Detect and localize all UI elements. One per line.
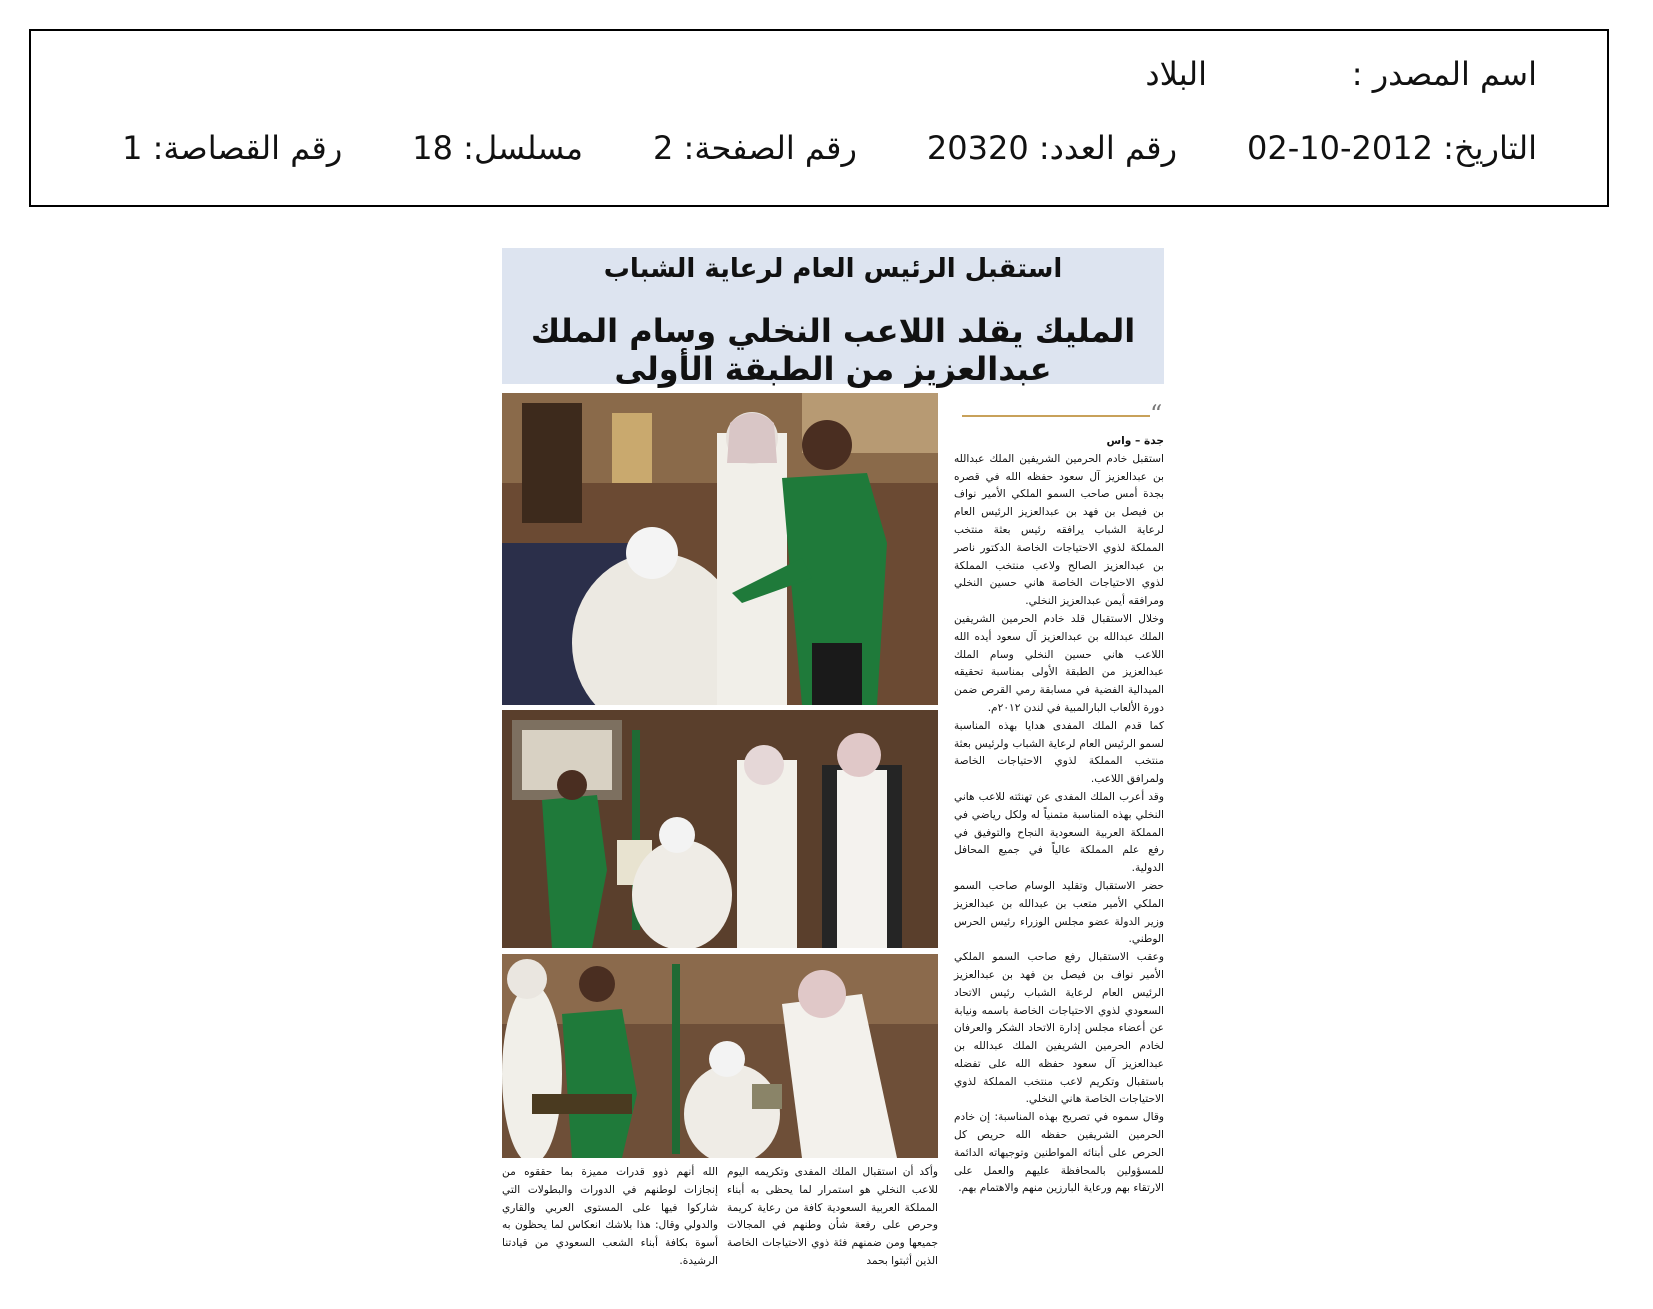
quote-rule <box>962 415 1150 417</box>
paragraph: استقبل خادم الحرمين الشريفين الملك عبدالله بن عبدالعزيز آل سعود حفظه الله في قصره بجدة أمس صاحب السمو الملكي الأمير نواف بن فيصل بن فهد بن عبدالعزيز الرئيس العام لرعاية الشباب يرافقه رئيس بعثة منتخب المملكة لذوي الاحتياجات الخاصة الدكتور ناصر بن عبدالعزيز الصالح ولاعب منتخب المملكة لذوي الاحتياجات الخاصة هاني حسين النخلي ومرافقه أيمن عبدالعزيز النخلي. <box>954 452 1164 608</box>
headline-band <box>502 248 1164 388</box>
photo-king-presenting-gift <box>502 710 938 948</box>
clip-number-field: رقم القصاصة: 1 <box>122 129 343 167</box>
newspaper-clipping <box>502 248 1164 1278</box>
paragraph: وأكد أن استقبال الملك المفدى وتكريمه اليوم للاعب النخلي هو استمرار لما يحظى به أبناء المملكة العربية السعودية كافة من رعاية كريمة وحرص على رفعة شأن وطنهم في المجالات جميعها ومن ضمنهم فئة ذوي الاحتياجات الخاصة الذين أثبتوا بحمد <box>727 1166 938 1267</box>
page-field: رقم الصفحة: 2 <box>653 129 857 167</box>
paragraph: حضر الاستقبال وتقليد الوسام صاحب السمو الملكي الأمير متعب بن عبدالله بن عبدالعزيز وزير الدولة عضو مجلس الوزراء رئيس الحرس الوطني. <box>954 879 1164 946</box>
issue-field: رقم العدد: 20320 <box>926 129 1178 167</box>
subheadline: استقبل الرئيس العام لرعاية الشباب <box>603 254 1063 284</box>
source-label: اسم المصدر : <box>1351 55 1537 93</box>
date-field: التاريخ: 2012-10-02 <box>1247 129 1537 167</box>
photo-king-greeting-player <box>502 393 938 705</box>
paragraph: وعقب الاستقبال رفع صاحب السمو الملكي الأمير نواف بن فيصل بن فهد بن عبدالعزيز الرئيس العام لرعاية الشباب رئيس الاتحاد السعودي لذوي الاحتياجات الخاصة باسمه ونيابة عن أعضاء مجلس إدارة الاتحاد الشكر والعرفان لخادم الحرمين الشريفين الملك عبدالله بن عبدالعزيز آل سعود حفظه الله على تفضله باستقبال وتكريم لاعب منتخب المملكة لذوي الاحتياجات الخاصة هاني النخلي. <box>954 951 1164 1106</box>
quote-mark: “ <box>1150 400 1163 428</box>
serial-field: مسلسل: 18 <box>412 129 583 167</box>
meta-row <box>52 129 1537 167</box>
paragraph: كما قدم الملك المفدى هدايا بهذه المناسبة لسمو الرئيس العام لرعاية الشباب ولرئيس بعثة منتخب المملكة لذوي الاحتياجات الخاصة ولمرافق اللاعب. <box>954 719 1164 786</box>
article-left-column <box>502 1164 718 1271</box>
article-right-column <box>954 433 1164 1198</box>
paragraph: الله أنهم ذوو قدرات مميزة بما حققوه من إنجازات لوطنهم في الدورات والبطولات التي شاركوا فيها على المستوى العربي والقاري والدولي وقال: هذا بلاشك انعكاس لما يحظون به أسوة بكافة أبناء الشعب السعودي من قيادتنا الرشيدة. <box>502 1166 718 1267</box>
paragraph: وقد أعرب الملك المفدى عن تهنئته للاعب هاني النخلي بهذه المناسبة متمنياً له ولكل رياضي في المملكة العربية السعودية النجاح والتوفيق في رفع علم المملكة عالياً في جميع المحافل الدولية. <box>954 790 1164 875</box>
headline: المليك يقلد اللاعب النخلي وسام الملك عبدالعزيز من الطبقة الأولى <box>530 312 1136 388</box>
clipping-header <box>29 29 1609 207</box>
dateline: جدة – واس <box>1106 435 1164 447</box>
paragraph: وقال سموه في تصريح بهذه المناسبة: إن خادم الحرمين الشريفين حفظه الله حريص كل الحرص على أبنائه المواطنين وتوجيهاته الدائمة للمسؤولين بالمحافظة عليهم والعمل على الارتقاء بهم ورعاية البارزين منهم والاهتمام بهم. <box>954 1111 1164 1195</box>
article-middle-column <box>727 1164 938 1271</box>
photo-king-with-prince <box>502 954 938 1158</box>
source-value: البلاد <box>1145 55 1207 93</box>
paragraph: وخلال الاستقبال قلد خادم الحرمين الشريفين الملك عبدالله بن عبدالعزيز آل سعود أيده الله اللاعب هاني حسين النخلي وسام الملك عبدالعزيز من الطبقة الأولى بمناسبة تحقيقه الميدالية الفضية في مسابقة رمي القرص ضمن دورة الألعاب البارالمبية في لندن ٢٠١٢م. <box>954 612 1164 714</box>
